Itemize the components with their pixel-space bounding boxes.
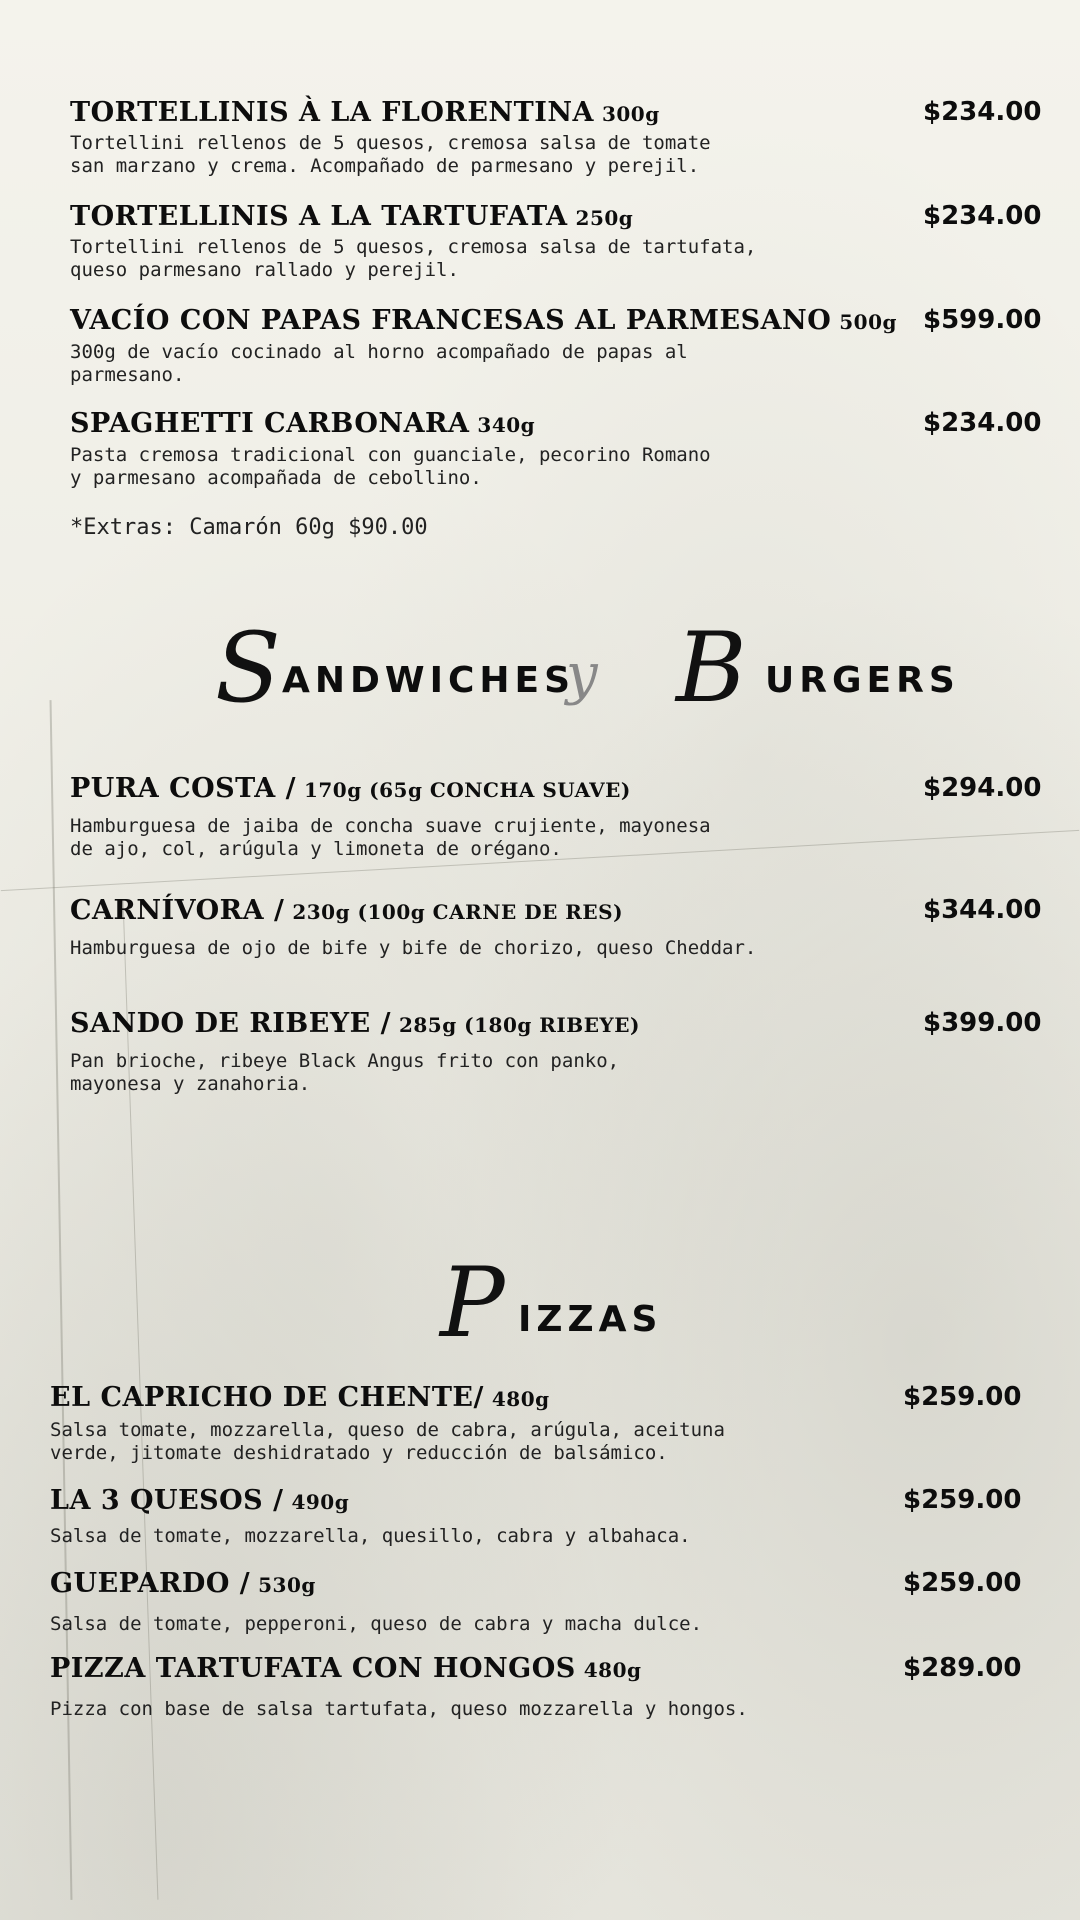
item-title: CARNÍVORA / 230g (100g CARNE DE RES) <box>70 895 624 926</box>
item-title: LA 3 QUESOS / 490g <box>50 1485 350 1516</box>
item-description: Hamburguesa de jaiba de concha suave crujiente, mayonesa de ajo, col, arúgula y limoneta de orégano. <box>70 815 711 860</box>
item-description: Hamburguesa de ojo de bife y bife de chorizo, queso Cheddar. <box>70 937 757 959</box>
item-description: Salsa de tomate, mozzarella, quesillo, cabra y albahaca. <box>50 1525 691 1547</box>
item-price: $259.00 <box>903 1382 1022 1412</box>
item-description: 300g de vacío cocinado al horno acompañado de papas al parmesano. <box>70 341 688 386</box>
item-price: $344.00 <box>923 895 1042 925</box>
item-title: SANDO DE RIBEYE / 285g (180g RIBEYE) <box>70 1008 640 1039</box>
heading-ampersand: y <box>566 642 598 707</box>
item-description: Pizza con base de salsa tartufata, queso mozzarella y hongos. <box>50 1698 748 1720</box>
item-price: $259.00 <box>903 1485 1022 1515</box>
heading-script-initial: P <box>440 1247 505 1359</box>
item-price: $599.00 <box>923 305 1042 335</box>
item-price: $259.00 <box>903 1568 1022 1598</box>
section-heading-sandwiches-burgers <box>0 612 1080 724</box>
item-title: TORTELLINIS À LA FLORENTINA 300g <box>70 97 660 128</box>
item-price: $234.00 <box>923 97 1042 127</box>
item-price: $289.00 <box>903 1653 1022 1683</box>
item-title: PURA COSTA / 170g (65g CONCHA SUAVE) <box>70 773 631 804</box>
heading-script-initial: B <box>676 612 747 724</box>
item-title: SPAGHETTI CARBONARA 340g <box>70 408 536 439</box>
item-price: $234.00 <box>923 201 1042 231</box>
heading-word: URGERS <box>765 660 960 701</box>
item-price: $234.00 <box>923 408 1042 438</box>
item-price: $399.00 <box>923 1008 1042 1038</box>
extras-note: *Extras: Camarón 60g $90.00 <box>70 515 428 540</box>
item-description: Tortellini rellenos de 5 quesos, cremosa salsa de tartufata, queso parmesano rallado y perejil. <box>70 236 757 281</box>
item-title: EL CAPRICHO DE CHENTE/ 480g <box>50 1382 550 1413</box>
section-heading-pizzas <box>0 1247 1080 1359</box>
item-price: $294.00 <box>923 773 1042 803</box>
item-title: TORTELLINIS A LA TARTUFATA 250g <box>70 201 634 232</box>
item-description: Pan brioche, ribeye Black Angus frito con panko, mayonesa y zanahoria. <box>70 1050 620 1095</box>
item-description: Salsa tomate, mozzarella, queso de cabra, arúgula, aceituna verde, jitomate deshidratado y reducción de balsámico. <box>50 1419 725 1464</box>
item-title: PIZZA TARTUFATA CON HONGOS 480g <box>50 1653 642 1684</box>
item-description: Salsa de tomate, pepperoni, queso de cabra y macha dulce. <box>50 1613 703 1635</box>
heading-script-initial: S <box>215 612 281 724</box>
item-title: VACÍO CON PAPAS FRANCESAS AL PARMESANO 500g <box>70 305 897 336</box>
item-description: Tortellini rellenos de 5 quesos, cremosa salsa de tomate san marzano y crema. Acompañado de parmesano y perejil. <box>70 132 711 177</box>
heading-word: IZZAS <box>518 1299 663 1340</box>
item-title: GUEPARDO / 530g <box>50 1568 316 1599</box>
heading-word: ANDWICHES <box>282 660 576 701</box>
item-description: Pasta cremosa tradicional con guanciale, pecorino Romano y parmesano acompañada de cebollino. <box>70 444 711 489</box>
